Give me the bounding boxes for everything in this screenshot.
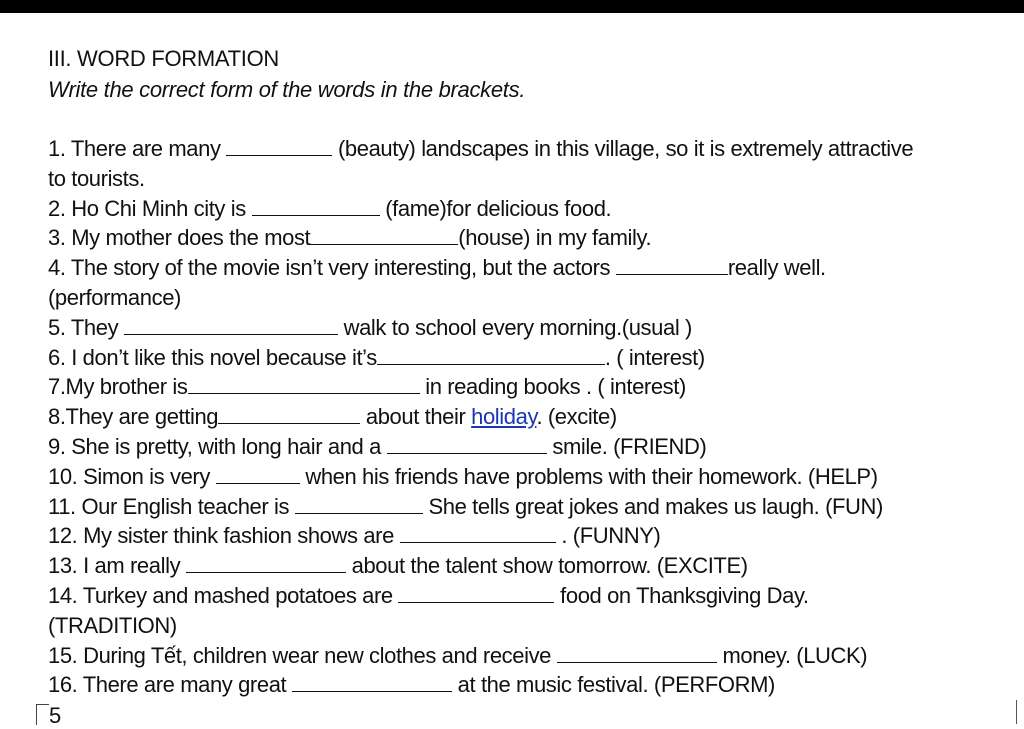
item-text-before: 7.My brother is (48, 374, 188, 400)
instruction-text: Write the correct form of the words in the brackets. (48, 77, 526, 102)
item-text-before: 4. The story of the movie isn’t very interesting, but the actors (48, 255, 616, 281)
item-text-after: about the talent show tomorrow. (EXCITE) (345, 553, 748, 579)
item-text-after: (beauty) landscapes in this village, so it is extremely attractive to tourists. (48, 136, 914, 191)
item-text-after: . (FUNNY) (555, 523, 661, 549)
exercise-item-12 (48, 521, 998, 551)
item-text-after: at the music festival. (PERFORM) (451, 672, 775, 698)
answer-blank[interactable] (387, 437, 547, 454)
item-text-after-link: . (excite) (536, 404, 617, 430)
item-text-before: 6. I don’t like this novel because it’s (48, 344, 377, 370)
answer-blank[interactable] (400, 526, 556, 543)
item-text-after: when his friends have problems with their homework. (HELP) (299, 463, 878, 489)
worksheet (48, 44, 998, 700)
item-text-before: 13. I am really (48, 553, 186, 579)
item-text-after: . ( interest) (604, 344, 705, 370)
exercise-item-9 (48, 432, 998, 462)
answer-blank[interactable] (398, 586, 554, 603)
item-text-after: about their (360, 404, 472, 430)
item-text-before: 11. Our English teacher is (48, 493, 295, 519)
item-text-before: 15. During Tết, children wear new clothes and receive (48, 642, 557, 668)
exercise-item-14 (48, 581, 928, 641)
item-text-after: walk to school every morning.(usual ) (337, 314, 692, 340)
holiday-link[interactable]: holiday (471, 404, 537, 430)
exercise-item-11 (48, 492, 998, 522)
item-text-before: 16. There are many great (48, 672, 292, 698)
item-text-before: 10. Simon is very (48, 463, 216, 489)
page-edge-mark (1016, 700, 1024, 724)
answer-blank[interactable] (124, 318, 338, 335)
item-text-before: 8.They are getting (48, 404, 219, 430)
exercise-item-3 (48, 223, 998, 253)
item-text-before: 5. They (48, 314, 124, 340)
item-text-before: 3. My mother does the most (48, 225, 311, 251)
answer-blank[interactable] (377, 348, 605, 365)
exercise-item-4 (48, 253, 948, 313)
item-text-before: 12. My sister think fashion shows are (48, 523, 400, 549)
answer-blank[interactable] (310, 228, 458, 245)
item-text-after: in reading books . ( interest) (419, 374, 686, 400)
top-black-bar (0, 0, 1024, 13)
answer-blank[interactable] (292, 675, 452, 692)
answer-blank[interactable] (295, 497, 423, 514)
item-text-after: really well. (performance) (48, 255, 826, 310)
exercise-item-1 (48, 134, 928, 194)
item-text-before: 1. There are many (48, 136, 227, 161)
answer-blank[interactable] (218, 407, 360, 424)
item-text-after: money. (LUCK) (716, 642, 868, 668)
exercise-item-2 (48, 194, 998, 224)
answer-blank[interactable] (186, 556, 346, 573)
item-text-before: 9. She is pretty, with long hair and a (48, 433, 387, 459)
item-text-before: 14. Turkey and mashed potatoes are (48, 582, 399, 608)
answer-blank[interactable] (616, 258, 728, 275)
item-text-after: She tells great jokes and makes us laugh. (FUN) (422, 493, 883, 519)
exercise-item-8 (48, 402, 998, 432)
item-text-after: (house) in my family. (458, 225, 652, 251)
exercise-list (48, 134, 998, 700)
answer-blank[interactable] (226, 139, 332, 156)
exercise-item-15 (48, 641, 998, 671)
page-corner-mark (36, 704, 49, 725)
answer-blank[interactable] (188, 377, 420, 394)
section-title: III. WORD FORMATION (48, 46, 279, 71)
item-text-after: food on Thanksgiving Day. (TRADITION) (48, 582, 809, 638)
answer-blank[interactable] (216, 467, 300, 484)
exercise-item-7 (48, 372, 998, 402)
item-text-after: smile. (FRIEND) (546, 433, 707, 459)
exercise-item-6 (48, 343, 998, 373)
exercise-item-13 (48, 551, 998, 581)
page-number: 5 (49, 703, 62, 728)
answer-blank[interactable] (557, 646, 717, 663)
exercise-item-10 (48, 462, 998, 492)
item-text-before: 2. Ho Chi Minh city is (48, 195, 252, 221)
exercise-item-16 (48, 670, 998, 700)
exercise-item-5 (48, 313, 998, 343)
answer-blank[interactable] (252, 199, 380, 216)
item-text-after: (fame)for delicious food. (379, 195, 612, 221)
